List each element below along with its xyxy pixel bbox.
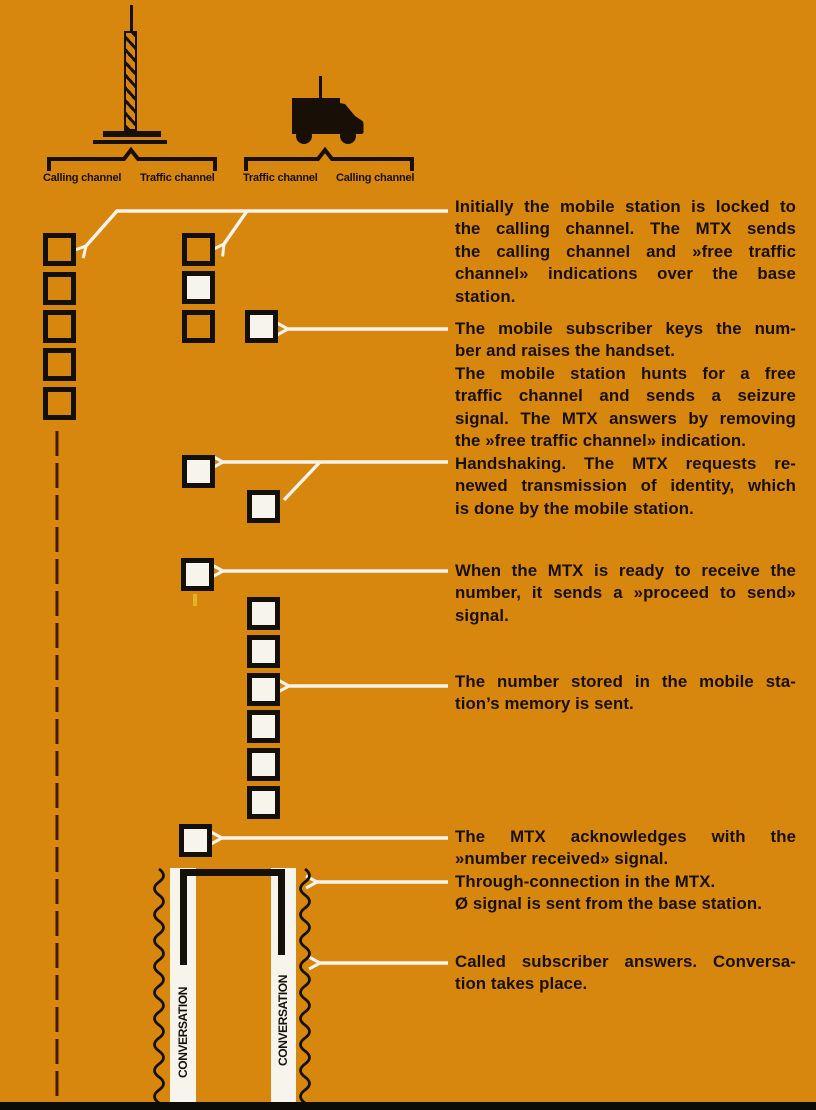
annotation-paragraph	[455, 826, 796, 871]
signal-square	[247, 786, 280, 819]
signal-square	[247, 490, 280, 523]
speech-wave-right	[297, 868, 313, 1104]
label-mobile-traffic-channel: Traffic channel	[243, 172, 318, 184]
annotation-line: Handshaking. The MTX requests re-	[455, 454, 796, 473]
annotation-line: The number stored in the mobile sta-	[455, 672, 796, 691]
annotation-line: The MTX acknowledges with the	[455, 827, 796, 846]
conversation-label-right: CONVERSATION	[276, 974, 290, 1066]
pointer-handshaking-branch	[284, 462, 320, 500]
speech-wave-left	[151, 868, 167, 1104]
signal-square	[43, 348, 76, 381]
annotation-line: Ø signal is sent from the base station.	[455, 894, 762, 914]
conversation-label-left: CONVERSATION	[176, 986, 190, 1078]
annotation-line: signal.	[455, 605, 509, 625]
signal-square	[182, 455, 215, 488]
annotation-line: is done by the mobile station.	[455, 498, 694, 518]
annotation-line: number, it sends a »proceed to send»	[455, 583, 796, 603]
pointer-initial-lock-main	[86, 211, 448, 246]
through-connection-bridge	[180, 869, 285, 876]
annotation-line: the »free traffic channel» indication.	[455, 431, 747, 451]
annotation-line: newed transmission of identity, which	[455, 476, 796, 496]
label-mobile-calling-channel: Calling channel	[336, 172, 415, 184]
annotation-line: The mobile station hunts for a free	[455, 363, 796, 383]
page-edge-strip	[0, 1102, 816, 1110]
annotation-line: signal. The MTX answers by removing	[455, 408, 796, 428]
annotation-paragraph	[455, 560, 796, 627]
annotation-line: Through-connection in the MTX.	[455, 872, 716, 891]
annotation-line: tion takes place.	[455, 974, 588, 994]
signal-square	[247, 673, 280, 706]
signal-square	[43, 387, 76, 420]
signal-square	[182, 233, 215, 266]
through-connection-right-leg	[278, 869, 285, 955]
annotation-line: ber and raises the handset.	[455, 341, 675, 361]
annotation-paragraph	[455, 196, 796, 308]
signal-square	[181, 558, 214, 591]
annotation-paragraph	[455, 871, 796, 916]
signal-square	[247, 748, 280, 781]
annotation-paragraph	[455, 453, 796, 520]
annotation-paragraph	[455, 671, 796, 716]
annotation-line: channel» indications over the base	[455, 264, 796, 284]
yellow-tick	[193, 594, 197, 606]
signal-square	[43, 233, 76, 266]
annotation-line: the calling channel and »free traffic	[455, 241, 796, 261]
signal-square	[182, 271, 215, 304]
signal-square	[179, 824, 212, 857]
label-base-traffic-channel: Traffic channel	[140, 172, 215, 184]
label-base-calling-channel: Calling channel	[43, 172, 122, 184]
annotation-line: Called subscriber answers. Conversa-	[455, 952, 796, 971]
pointer-initial-lock-branch	[224, 211, 247, 244]
annotation-line: tion’s memory is sent.	[455, 694, 634, 714]
annotation-line: When the MTX is ready to receive the	[455, 561, 796, 580]
annotation-line: station.	[455, 286, 516, 306]
annotation-paragraph	[455, 318, 796, 452]
signal-square	[43, 310, 76, 343]
signal-square	[43, 272, 76, 305]
annotation-line: »number received» signal.	[455, 849, 669, 869]
annotation-line: The mobile subscriber keys the num-	[455, 319, 796, 338]
annotation-line: the calling channel. The MTX sends	[455, 219, 796, 239]
annotation-line: Initially the mobile station is locked to	[455, 197, 796, 216]
annotation-line: traffic channel and sends a seizure	[455, 386, 796, 406]
signal-square	[182, 310, 215, 343]
signal-square	[247, 635, 280, 668]
signal-square	[247, 597, 280, 630]
annotation-paragraph	[455, 951, 796, 996]
signal-square	[247, 710, 280, 743]
signal-square	[245, 310, 278, 343]
through-connection-left-leg	[180, 869, 187, 965]
